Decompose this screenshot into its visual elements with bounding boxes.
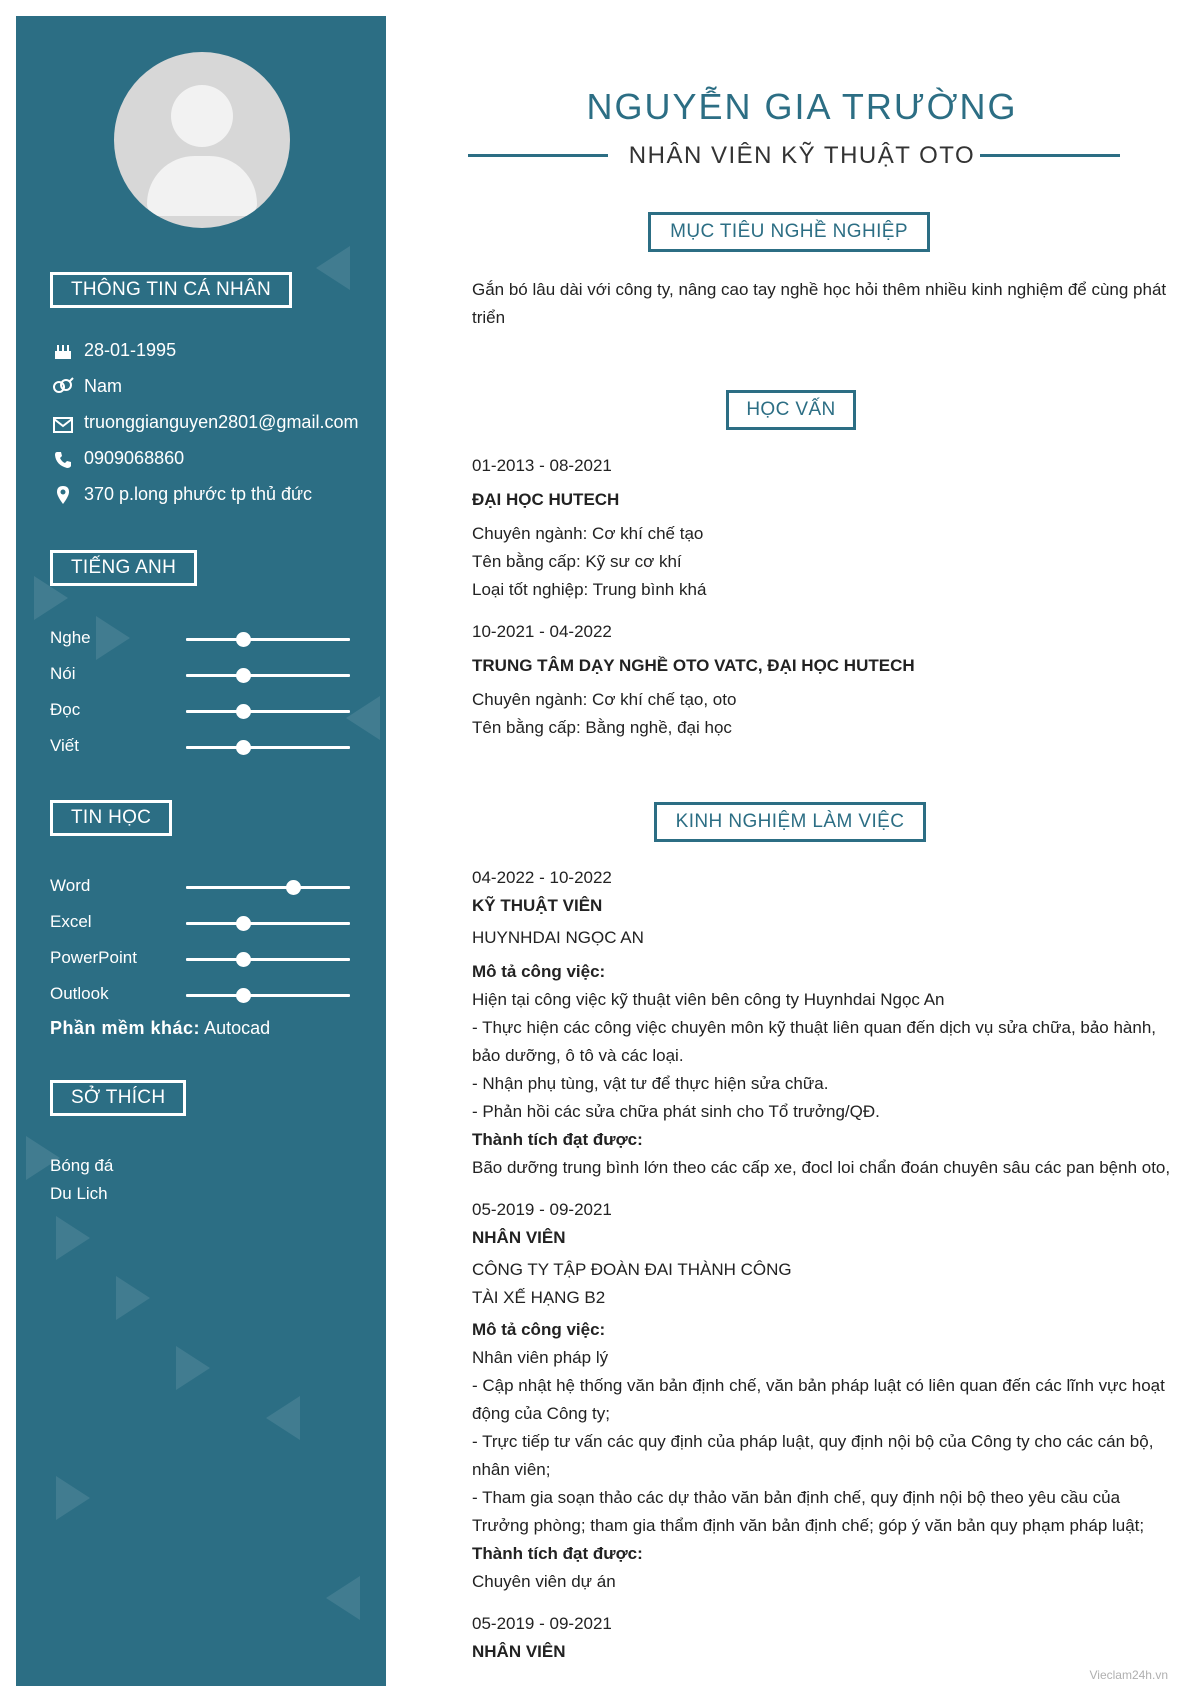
hobby-item: Du Lich — [50, 1184, 108, 1203]
skill-track — [186, 638, 350, 641]
experience-heading: KINH NGHIỆM LÀM VIỆC — [654, 802, 926, 842]
job-position: NHÂN VIÊN — [472, 1642, 566, 1661]
avatar-body — [147, 156, 257, 216]
gender-row — [50, 372, 122, 400]
phone-value[interactable]: 0909068860 — [84, 448, 185, 468]
skill-row — [50, 980, 350, 1008]
education-detail: Chuyên ngành: Cơ khí chế tạo, oto — [472, 690, 737, 709]
job-company: CÔNG TY TẬP ĐOÀN ĐAI THÀNH CÔNG — [472, 1260, 792, 1279]
skill-label: PowerPoint — [50, 948, 137, 967]
other-software — [50, 1014, 270, 1042]
email-icon — [50, 413, 76, 433]
job-position: NHÂN VIÊN — [472, 1228, 566, 1247]
skill-track — [186, 922, 350, 925]
other-software-label: Phần mềm khác: — [50, 1018, 201, 1038]
skill-label: Excel — [50, 912, 92, 931]
decor-triangle — [116, 1276, 150, 1320]
skill-knob[interactable] — [236, 988, 251, 1003]
skill-knob[interactable] — [236, 740, 251, 755]
decor-triangle — [316, 246, 350, 290]
education-detail: Tên bằng cấp: Kỹ sư cơ khí — [472, 552, 682, 571]
objective-line: triển — [472, 308, 506, 327]
education-period: 10-2021 - 04-2022 — [472, 622, 612, 641]
hobbies-heading: SỞ THÍCH — [50, 1080, 186, 1116]
skill-knob[interactable] — [236, 704, 251, 719]
decor-triangle — [266, 1396, 300, 1440]
birthday-value: 28-01-1995 — [84, 340, 177, 360]
job-desc-line: - Trực tiếp tư vấn các quy định của pháp luật, quy định nội bộ của Công ty cho các cán bộ, — [472, 1432, 1154, 1451]
address-row — [50, 480, 312, 508]
education-school: ĐẠI HỌC HUTECH — [472, 490, 620, 509]
education-detail: Tên bằng cấp: Bằng nghề, đại học — [472, 718, 732, 737]
job-desc-line: - Thực hiện các công việc chuyên môn kỹ thuật liên quan đến dịch vụ sửa chữa, bảo hành, — [472, 1018, 1157, 1037]
job-period: 04-2022 - 10-2022 — [472, 868, 612, 887]
job-position: KỸ THUẬT VIÊN — [472, 896, 603, 915]
hobby-item: Bóng đá — [50, 1156, 114, 1175]
skill-track — [186, 674, 350, 677]
skill-track — [186, 994, 350, 997]
job-achieve: Chuyên viên dự án — [472, 1572, 616, 1591]
phone-row — [50, 444, 184, 472]
skill-row — [50, 696, 350, 724]
skill-knob[interactable] — [236, 668, 251, 683]
education-period: 01-2013 - 08-2021 — [472, 456, 612, 475]
avatar — [114, 52, 290, 228]
other-software-value: Autocad — [204, 1018, 271, 1038]
skill-label: Outlook — [50, 984, 109, 1003]
job-desc-line: - Nhận phụ tùng, vật tư để thực hiện sửa chữa. — [472, 1074, 829, 1093]
skill-label: Đọc — [50, 700, 81, 719]
skill-row — [50, 624, 350, 652]
birthday-row — [50, 336, 176, 364]
location-icon — [50, 485, 76, 505]
english-heading: TIẾNG ANH — [50, 550, 197, 586]
skill-track — [186, 958, 350, 961]
skill-label: Nói — [50, 664, 76, 683]
skill-track — [186, 886, 350, 889]
job-period: 05-2019 - 09-2021 — [472, 1614, 612, 1633]
job-desc-line: Trưởng phòng; tham gia thẩm định văn bản định chế; góp ý văn bản quy phạm pháp luật; — [472, 1516, 1145, 1535]
skill-knob[interactable] — [236, 916, 251, 931]
objective-line: Gắn bó lâu dài với công ty, nâng cao tay nghề học hỏi thêm nhiều kinh nghiệm để cùng phát — [472, 280, 1167, 299]
email-row — [50, 408, 358, 436]
decor-triangle — [56, 1216, 90, 1260]
job-desc-label: Mô tả công việc: — [472, 962, 606, 981]
job-desc-label: Mô tả công việc: — [472, 1320, 606, 1339]
job-desc-line: nhân viên; — [472, 1460, 551, 1479]
skill-knob[interactable] — [236, 952, 251, 967]
resume-page — [12, 12, 1188, 1692]
phone-icon — [50, 449, 76, 469]
skill-label: Word — [50, 876, 91, 895]
objective-heading: MỤC TIÊU NGHỀ NGHIỆP — [648, 212, 930, 252]
job-achieve: Bão dưỡng trung bình lớn theo các cấp xe, đocl loi chẩn đoán chuyên sâu các pan bệnh oto, — [472, 1158, 1171, 1177]
decor-triangle — [176, 1346, 210, 1390]
job-desc-line: Nhân viên pháp lý — [472, 1348, 609, 1367]
job-desc-line: - Tham gia soạn thảo các dự thảo văn bản định chế, quy định nội bộ theo yêu cầu của — [472, 1488, 1121, 1507]
decor-triangle — [346, 696, 380, 740]
email-value[interactable]: truonggianguyen2801@gmail.com — [84, 412, 359, 432]
skill-track — [186, 710, 350, 713]
education-heading: HỌC VẤN — [726, 390, 856, 430]
gender-value: Nam — [84, 376, 123, 396]
job-achieve-label: Thành tích đạt được: — [472, 1544, 643, 1563]
watermark: Vieclam24h.vn — [1089, 1668, 1168, 1682]
address-value: 370 p.long phước tp thủ đức — [84, 484, 313, 504]
role-divider-right — [980, 154, 1120, 157]
job-desc-line: bảo dưỡng, ô tô và các loại. — [472, 1046, 684, 1065]
personal-info-heading: THÔNG TIN CÁ NHÂN — [50, 272, 292, 308]
avatar-head — [171, 85, 233, 147]
decor-triangle — [326, 1576, 360, 1620]
job-desc-line: - Cập nhật hệ thống văn bản định chế, văn bản pháp luật có liên quan đến các lĩnh vực hoạt — [472, 1376, 1165, 1395]
birthday-cake-icon — [50, 341, 76, 361]
education-detail: Chuyên ngành: Cơ khí chế tạo — [472, 524, 704, 543]
education-school: TRUNG TÂM DẠY NGHỀ OTO VATC, ĐẠI HỌC HUTECH — [472, 656, 915, 675]
candidate-role: NHÂN VIÊN KỸ THUẬT OTO — [628, 142, 976, 169]
candidate-name: NGUYỄN GIA TRƯỜNG — [586, 86, 1018, 127]
it-heading: TIN HỌC — [50, 800, 172, 836]
job-achieve-label: Thành tích đạt được: — [472, 1130, 643, 1149]
skill-row — [50, 944, 350, 972]
skill-row — [50, 908, 350, 936]
skill-row — [50, 732, 350, 760]
job-desc-line: động của Công ty; — [472, 1404, 610, 1423]
skill-knob[interactable] — [236, 632, 251, 647]
decor-triangle — [56, 1476, 90, 1520]
job-desc-line: Hiện tại công việc kỹ thuật viên bên công ty Huynhdai Ngọc An — [472, 990, 945, 1009]
gender-icon — [50, 377, 76, 397]
skill-label: Viết — [50, 736, 79, 755]
skill-track — [186, 746, 350, 749]
education-detail: Loại tốt nghiệp: Trung bình khá — [472, 580, 707, 599]
job-company: TÀI XẾ HẠNG B2 — [472, 1288, 606, 1307]
job-company: HUYNHDAI NGỌC AN — [472, 928, 644, 947]
sidebar — [16, 16, 386, 1686]
skill-label: Nghe — [50, 628, 91, 647]
skill-row — [50, 660, 350, 688]
job-desc-line: - Phản hồi các sửa chữa phát sinh cho Tổ trưởng/QĐ. — [472, 1102, 880, 1121]
job-period: 05-2019 - 09-2021 — [472, 1200, 612, 1219]
skill-knob[interactable] — [286, 880, 301, 895]
skill-row — [50, 872, 350, 900]
